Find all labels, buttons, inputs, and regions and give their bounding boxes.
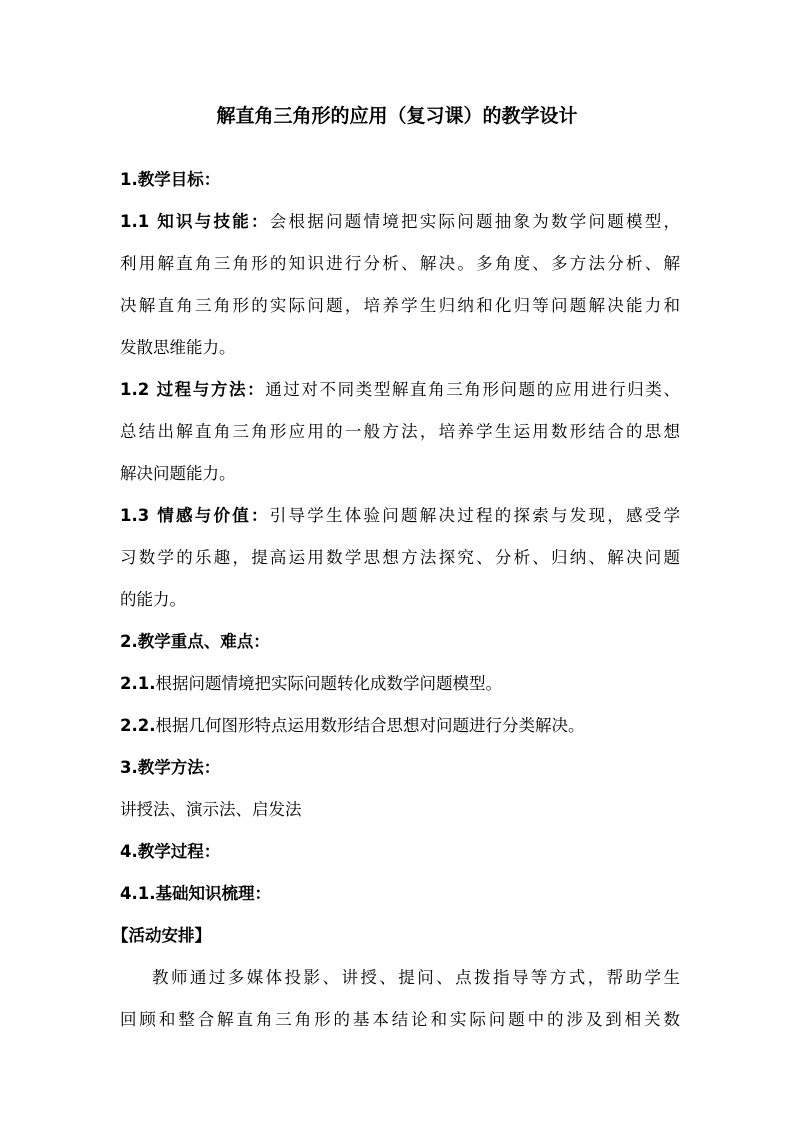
key-point-item-2 [120, 714, 680, 738]
methods-text: 讲授法、演示法、启发法 [120, 800, 302, 819]
section-heading-objectives: 1.教学目标： [120, 170, 221, 189]
paragraph-emotion-line-1 [120, 504, 680, 528]
text-emotion-1: 引导学生体验问题解决过程的探索与发现，感受学 [269, 506, 680, 525]
subsection-heading-basics: 4.1.基础知识梳理： [120, 884, 271, 903]
key-point-1-text: 根据问题情境把实际问题转化成数学问题模型。 [155, 674, 502, 693]
paragraph-knowledge-line-4: 发散思维能力。 [120, 338, 236, 357]
key-point-2-text: 根据几何图形特点运用数形结合思想对问题进行分类解决。 [155, 716, 585, 735]
document-title: 解直角三角形的应用（复习课）的教学设计 [216, 105, 578, 127]
key-point-2-label: 2.2. [120, 716, 156, 735]
paragraph-emotion-line-2: 习数学的乐趣，提高运用数学思想方法探究、分析、归纳、解决问题 [120, 548, 680, 567]
text-process-1: 通过对不同类型解直角三角形问题的应用进行归类、 [265, 380, 680, 399]
activity-paragraph-line-2: 回顾和整合解直角三角形的基本结论和实际问题中的涉及到相关数 [120, 1010, 680, 1029]
section-heading-key-points: 2.教学重点、难点： [120, 632, 270, 651]
section-heading-methods: 3.教学方法： [120, 758, 221, 777]
label-process: 1.2 过程与方法： [120, 380, 266, 399]
paragraph-process-line-2: 总结出解直角三角形应用的一般方法，培养学生运用数形结合的思想 [120, 422, 680, 441]
label-emotion: 1.3 情感与价值： [120, 506, 270, 525]
paragraph-emotion-line-3: 的能力。 [120, 590, 186, 609]
paragraph-knowledge-line-2: 利用解直角三角形的知识进行分析、解决。多角度、多方法分析、解 [120, 254, 680, 273]
paragraph-process-line-3: 解决问题能力。 [120, 464, 236, 483]
key-point-item-1 [120, 672, 680, 696]
paragraph-knowledge-line-1 [120, 210, 680, 234]
text-knowledge-1: 会根据问题情境把实际问题抽象为数学问题模型， [269, 212, 680, 231]
label-knowledge: 1.1 知识与技能： [120, 212, 270, 231]
paragraph-process-line-1 [120, 378, 680, 402]
section-heading-process: 4.教学过程： [120, 842, 221, 861]
activity-heading: 【活动安排】 [112, 926, 211, 945]
key-point-1-label: 2.1. [120, 674, 156, 693]
activity-paragraph-line-1: 教师通过多媒体投影、讲授、提问、点拨指导等方式，帮助学生 [152, 968, 680, 987]
paragraph-knowledge-line-3: 决解直角三角形的实际问题，培养学生归纳和化归等问题解决能力和 [120, 296, 680, 315]
